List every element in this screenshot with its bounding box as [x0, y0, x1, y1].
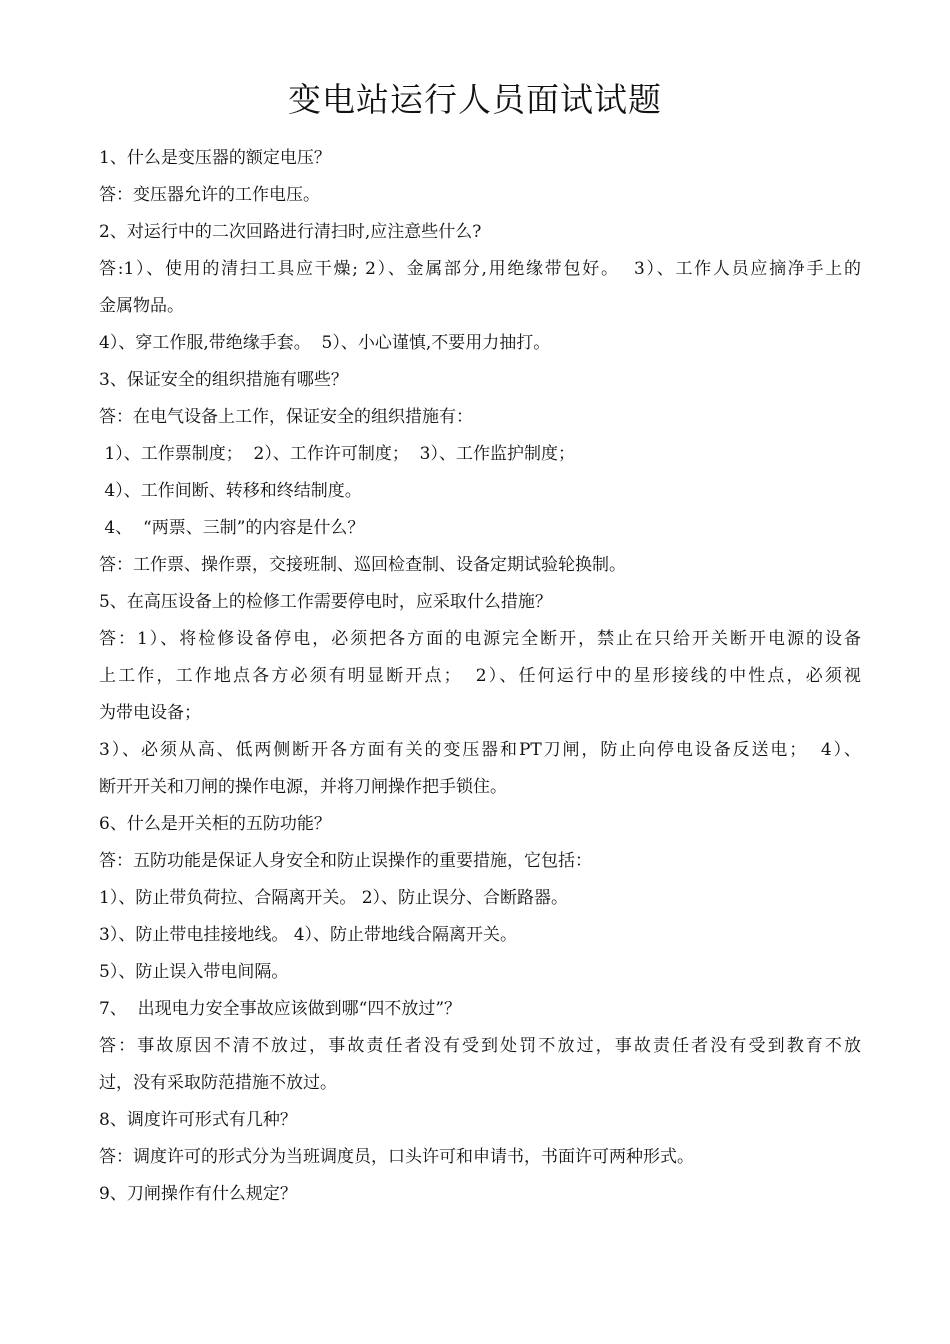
answer-line: 答：在电气设备上工作，保证安全的组织措施有： [99, 407, 473, 427]
question-line: 9、刀闸操作有什么规定？ [99, 1184, 297, 1204]
answer-line: 5）、防止误入带电间隔。 [99, 962, 289, 982]
answer-line: 为带电设备； [99, 703, 201, 723]
question-line: 5、在高压设备上的检修工作需要停电时，应采取什么措施？ [99, 592, 552, 612]
document-title: 变电站运行人员面试试题 [288, 80, 662, 119]
question-line: 8、调度许可形式有几种？ [99, 1110, 297, 1130]
answer-line: 4）、工作间断、转移和终结制度。 [99, 481, 362, 501]
answer-line: 答：调度许可的形式分为当班调度员，口头许可和申请书，书面许可两种形式。 [99, 1147, 694, 1167]
answer-line: 答：事故原因不清不放过，事故责任者没有受到处罚不放过，事故责任者没有受到教育不放 [99, 1036, 861, 1056]
answer-line: 答：变压器允许的工作电压。 [99, 185, 320, 205]
answer-line: 4）、穿工作服,带绝缘手套。 5）、小心谨慎,不要用力抽打。 [99, 333, 551, 353]
answer-line: 答：五防功能是保证人身安全和防止误操作的重要措施，它包括： [99, 851, 592, 871]
answer-line: 3）、必须从高、低两侧断开各方面有关的变压器和PT刀闸，防止向停电设备反送电； 4）、 [99, 740, 861, 760]
answer-line: 上工作，工作地点各方必须有明显断开点； 2）、任何运行中的星形接线的中性点，必须视 [99, 666, 861, 686]
answer-line: 答：工作票、操作票，交接班制、巡回检查制、设备定期试验轮换制。 [99, 555, 626, 575]
answer-line: 金属物品。 [99, 296, 184, 316]
answer-line: 答:1）、使用的清扫工具应干燥; 2）、金属部分,用绝缘带包好。 3）、工作人员应摘净手上的 [99, 259, 861, 279]
question-line: 1、什么是变压器的额定电压？ [99, 148, 331, 168]
question-line: 7、 出现电力安全事故应该做到哪“四不放过”？ [99, 999, 462, 1019]
answer-line: 3）、防止带电挂接地线。 4）、防止带地线合隔离开关。 [99, 925, 518, 945]
question-line: 4、 “两票、三制”的内容是什么？ [99, 518, 365, 538]
document-body [99, 140, 861, 1213]
answer-line: 1）、工作票制度； 2）、工作许可制度； 3）、工作监护制度； [99, 444, 575, 464]
answer-line: 答：1）、将检修设备停电，必须把各方面的电源完全断开，禁止在只给开关断开电源的设备 [99, 629, 861, 649]
question-line: 3、保证安全的组织措施有哪些？ [99, 370, 348, 390]
answer-line: 断开开关和刀闸的操作电源，并将刀闸操作把手锁住。 [99, 777, 507, 797]
question-line: 6、什么是开关柜的五防功能？ [99, 814, 331, 834]
answer-line: 过，没有采取防范措施不放过。 [99, 1073, 337, 1093]
question-line: 2、对运行中的二次回路进行清扫时,应注意些什么? [99, 222, 482, 242]
answer-line: 1）、防止带负荷拉、合隔离开关。 2）、防止误分、合断路器。 [99, 888, 569, 908]
